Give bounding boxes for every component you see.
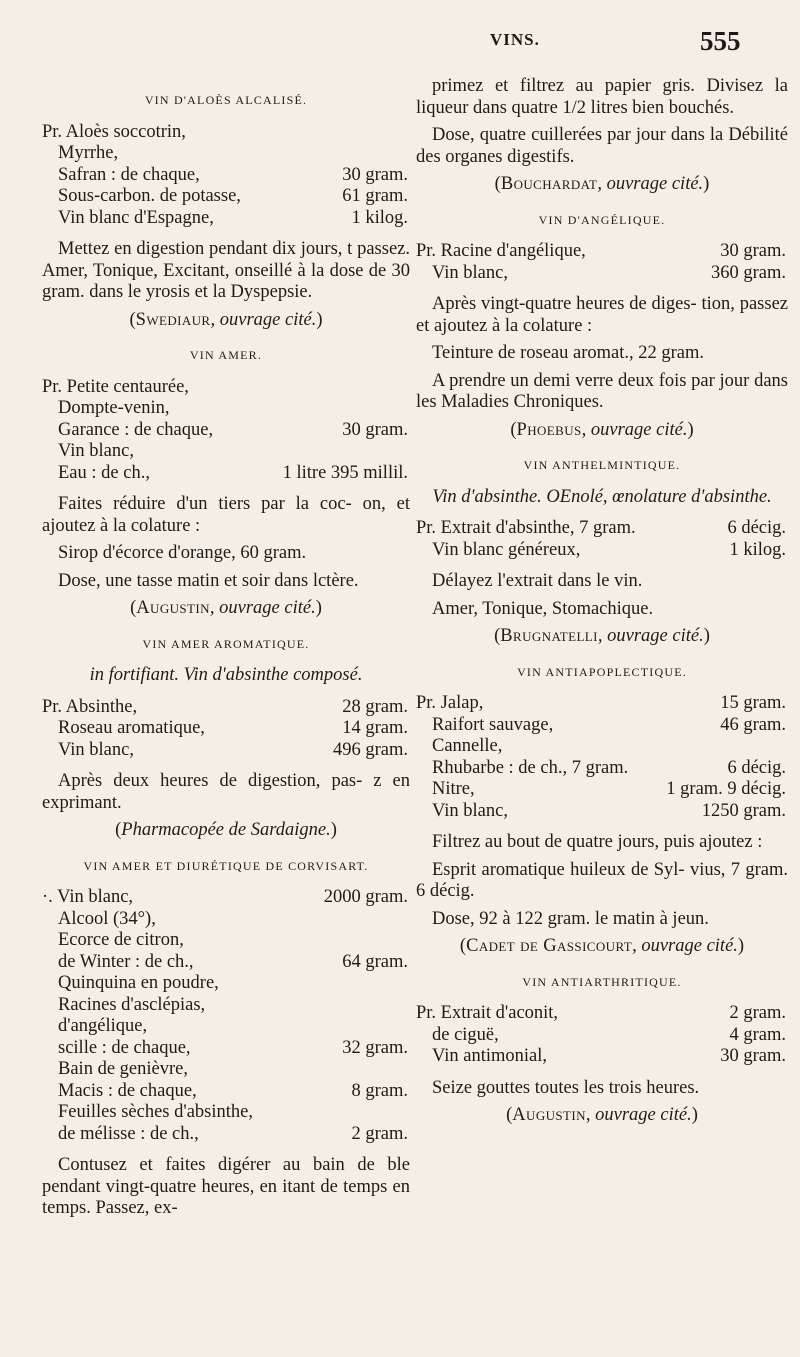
ingredient-quantity: 1 kilog. (351, 207, 408, 228)
recipe-list (42, 122, 410, 230)
source-reference: (Augustin, ouvrage cité.) (130, 598, 322, 618)
section (416, 662, 788, 958)
ingredient-quantity: 496 gram. (332, 739, 408, 760)
recipe-list (42, 697, 410, 762)
ingredient-name: Garance : de chaque, (58, 419, 214, 440)
ingredient-quantity: 15 gram. (720, 693, 786, 713)
ingredient-row (42, 887, 410, 909)
page-header (0, 26, 800, 66)
ingredient-quantity: 8 gram. (351, 1080, 408, 1101)
ingredient-row (416, 241, 788, 263)
ingredient-row (416, 715, 788, 737)
ingredient-name: de mélisse : de ch., (58, 1123, 199, 1144)
ingredient-row (42, 463, 410, 485)
ingredient-quantity (408, 995, 410, 1017)
ingredient-quantity: 30 gram. (720, 1046, 786, 1066)
ingredient-name: Eau : de ch., (58, 462, 150, 483)
ingredient-row (42, 697, 410, 719)
ingredient-quantity: 14 gram. (342, 718, 408, 738)
ingredient-name: Alcool (34°), (58, 908, 156, 929)
reference-author: Augustin (512, 1105, 586, 1125)
section (416, 210, 788, 442)
ingredient-quantity (408, 122, 410, 144)
reference-work: , ouvrage cité. (597, 626, 704, 646)
ingredient-name: Vin antimonial, (432, 1046, 548, 1066)
ingredient-name: Dompte-venin, (58, 398, 170, 418)
ingredient-name: Ecorce de citron, (58, 930, 184, 950)
ingredient-row (42, 420, 410, 442)
ingredient-row (42, 718, 410, 740)
ingredient-name: Vin blanc, (58, 441, 134, 461)
ingredient-name: Nitre, (432, 779, 475, 799)
reference-work: , ouvrage cité. (581, 419, 688, 440)
paragraph: Teinture de roseau aromat., 22 gram. (432, 343, 704, 363)
source-reference: (Phoebus, ouvrage cité.) (510, 419, 694, 440)
ingredient-name: Vin blanc, (432, 800, 508, 821)
ingredient-quantity: 1250 gram. (701, 800, 786, 821)
ingredient-name: Pr. Aloès soccotrin, (42, 121, 186, 142)
ingredient-row (42, 930, 410, 952)
reference-work: , ouvrage cité. (585, 1105, 692, 1125)
paragraph: Délayez l'extrait dans le vin. (432, 571, 643, 591)
ingredient-quantity: 61 gram. (342, 186, 408, 206)
ingredient-name: Pr. Jalap, (416, 693, 484, 713)
source-reference: (Augustin, ouvrage cité.) (506, 1105, 698, 1125)
section-subtitle: in fortifiant. Vin d'absinthe composé. (89, 665, 363, 685)
ingredient-row (42, 186, 410, 208)
ingredient-name: scille : de chaque, (58, 1037, 191, 1058)
ingredient-quantity: 46 gram. (720, 714, 786, 735)
left-column (42, 76, 410, 1228)
recipe-list (416, 518, 788, 561)
section (416, 76, 788, 196)
ingredient-quantity: 6 décig. (727, 757, 786, 778)
ingredient-row (416, 1003, 788, 1025)
running-title: VINS. (490, 30, 540, 49)
paragraph: Après deux heures de digestion, pas- z en exprimant. (42, 771, 410, 813)
ingredient-quantity (408, 930, 410, 952)
ingredient-row (416, 801, 788, 823)
ingredient-quantity: 32 gram. (342, 1037, 408, 1058)
recipe-list (42, 377, 410, 485)
ingredient-quantity: 30 gram. (720, 241, 786, 261)
ingredient-name: Bain de genièvre, (58, 1059, 188, 1079)
reference-author: Cadet de Gassicourt (466, 936, 633, 956)
source-reference: (Bouchardat, ouvrage cité.) (494, 174, 710, 194)
ingredient-quantity: 1 kilog. (729, 539, 786, 560)
recipe-list (416, 241, 788, 284)
ingredient-quantity: 1 litre 395 millil. (282, 462, 408, 483)
ingredient-name: Pr. Absinthe, (42, 696, 138, 717)
section-subtitle: Vin d'absinthe. OEnolé, œnolature d'absinthe. (432, 486, 772, 507)
ingredient-quantity (408, 1016, 410, 1038)
section-heading: VIN D'ALOÈS ALCALISÉ. (144, 93, 308, 107)
ingredient-row (42, 995, 410, 1017)
ingredient-row (42, 398, 410, 420)
section-heading: VIN AMER ET DIURÉTIQUE DE CORVISART. (83, 858, 369, 873)
paragraph: Contusez et faites digérer au bain de ble pendant vingt-quatre heures, en itant de temps en temps. Passez, ex- (42, 1155, 410, 1218)
ingredient-row (416, 1025, 788, 1047)
section-heading: VIN AMER. (189, 348, 263, 362)
ingredient-name: Safran : de chaque, (58, 164, 200, 185)
ingredient-quantity: 28 gram. (342, 696, 408, 717)
section-heading: VIN ANTHELMINTIQUE. (523, 458, 681, 472)
paragraph: Faites réduire d'un tiers par la coc- on, et ajoutez à la colature : (42, 494, 410, 536)
ingredient-row (416, 758, 788, 780)
ingredient-name: Racines d'asclépias, (58, 994, 206, 1015)
ingredient-row (42, 952, 410, 974)
ingredient-quantity (408, 973, 410, 995)
paragraph: Amer, Tonique, Stomachique. (432, 598, 654, 619)
ingredient-quantity: 2000 gram. (323, 887, 408, 907)
ingredient-row (42, 165, 410, 187)
ingredient-quantity: 2 gram. (729, 1003, 786, 1023)
paragraph: Seize gouttes toutes les trois heures. (432, 1077, 700, 1098)
ingredient-name: ·. Vin blanc, (42, 887, 134, 907)
ingredient-name: Vin blanc généreux, (432, 539, 581, 560)
ingredient-name: Cannelle, (432, 736, 503, 756)
section-heading: VIN ANTIAPOPLECTIQUE. (517, 664, 687, 679)
ingredient-quantity: 6 décig. (727, 518, 786, 538)
reference-author: Augustin (136, 598, 210, 618)
source-reference: (Brugnatelli, ouvrage cité.) (494, 626, 710, 646)
ingredient-row (42, 1102, 410, 1124)
section-heading: VIN ANTIARTHRITIQUE. (522, 974, 682, 989)
ingredient-row (416, 518, 788, 540)
ingredient-row (416, 540, 788, 562)
section (416, 972, 788, 1127)
ingredient-name: Raifort sauvage, (432, 714, 554, 735)
ingredient-row (42, 1124, 410, 1146)
recipe-list (416, 693, 788, 822)
paragraph: Esprit aromatique huileux de Syl- vius, 7 gram. 6 décig. (416, 859, 788, 901)
ingredient-row (416, 779, 788, 801)
right-column (416, 76, 788, 1135)
reference-author: Brugnatelli (500, 626, 598, 646)
ingredient-name: de Winter : de ch., (58, 951, 194, 972)
ingredient-row (42, 1038, 410, 1060)
ingredient-row (42, 1059, 410, 1081)
reference-author: Phoebus (516, 419, 582, 440)
source-reference: (Pharmacopée de Sardaigne.) (115, 820, 337, 840)
reference-work: , ouvrage cité. (209, 598, 316, 618)
paragraph: Après vingt-quatre heures de diges- tion, passez et ajoutez à la colature : (416, 294, 788, 336)
ingredient-quantity (408, 909, 410, 931)
ingredient-quantity (408, 377, 410, 399)
ingredient-quantity (786, 736, 788, 758)
section (42, 634, 410, 842)
reference-work: Pharmacopée de Sardaigne. (121, 820, 331, 840)
ingredient-row (42, 740, 410, 762)
ingredient-name: Myrrhe, (58, 143, 119, 163)
ingredient-name: Roseau aromatique, (58, 718, 205, 738)
ingredient-name: Pr. Petite centaurée, (42, 376, 189, 397)
reference-work: , ouvrage cité. (210, 309, 317, 330)
section (42, 856, 410, 1220)
section (42, 90, 410, 331)
ingredient-row (42, 973, 410, 995)
paragraph: A prendre un demi verre deux fois par jour dans les Maladies Chroniques. (416, 370, 788, 412)
paragraph: Sirop d'écorce d'orange, 60 gram. (58, 543, 307, 563)
ingredient-quantity: 30 gram. (342, 164, 408, 185)
recipe-list (416, 1003, 788, 1068)
ingredient-name: Vin blanc, (432, 262, 508, 283)
recipe-list (42, 887, 410, 1145)
ingredient-name: Quinquina en poudre, (58, 973, 219, 993)
source-reference: (Cadet de Gassicourt, ouvrage cité.) (459, 936, 745, 956)
ingredient-row (42, 122, 410, 144)
page-number: 555 (700, 26, 741, 56)
ingredient-name: Pr. Extrait d'absinthe, 7 gram. (416, 518, 636, 538)
paragraph: Mettez en digestion pendant dix jours, t passez. Amer, Tonique, Excitant, onseillé à la dose de 30 gram. dans le yrosis et la Dyspepsie. (42, 239, 410, 302)
ingredient-row (42, 1081, 410, 1103)
ingredient-name: Feuilles sèches d'absinthe, (58, 1102, 253, 1122)
ingredient-name: Rhubarbe : de ch., 7 gram. (432, 757, 629, 778)
paragraph: Dose, 92 à 122 gram. le matin à jeun. (432, 908, 709, 929)
ingredient-quantity: 4 gram. (729, 1024, 786, 1045)
ingredient-quantity: 2 gram. (351, 1123, 408, 1144)
ingredient-name: Pr. Racine d'angélique, (416, 241, 586, 261)
source-reference: (Swediaur, ouvrage cité.) (129, 309, 323, 330)
reference-work: , ouvrage cité. (597, 174, 704, 194)
section-heading: VIN AMER AROMATIQUE. (142, 636, 310, 651)
ingredient-row (42, 441, 410, 463)
section (42, 345, 410, 620)
ingredient-quantity: 1 gram. 9 décig. (666, 779, 786, 799)
paragraph: Filtrez au bout de quatre jours, puis ajoutez : (432, 832, 763, 852)
ingredient-row (42, 377, 410, 399)
ingredient-quantity (408, 441, 410, 463)
ingredient-row (416, 1046, 788, 1068)
ingredient-name: de ciguë, (432, 1024, 499, 1045)
ingredient-name: d'angélique, (58, 1016, 148, 1036)
ingredient-quantity: 64 gram. (342, 951, 408, 972)
ingredient-name: Macis : de chaque, (58, 1080, 197, 1101)
ingredient-quantity: 30 gram. (342, 419, 408, 440)
reference-work: , ouvrage cité. (632, 936, 738, 956)
ingredient-quantity (408, 398, 410, 420)
ingredient-quantity (408, 1059, 410, 1081)
reference-author: Swediaur (135, 309, 211, 330)
section-heading: VIN D'ANGÉLIQUE. (538, 212, 666, 227)
ingredient-name: Vin blanc d'Espagne, (58, 207, 214, 228)
ingredient-name: Pr. Extrait d'aconit, (416, 1003, 559, 1023)
ingredient-row (42, 1016, 410, 1038)
ingredient-quantity (408, 1102, 410, 1124)
ingredient-quantity (408, 143, 410, 165)
ingredient-name: Vin blanc, (58, 739, 134, 760)
ingredient-row (416, 263, 788, 285)
ingredient-row (42, 208, 410, 230)
section (416, 455, 788, 648)
paragraph: Dose, une tasse matin et soir dans lctère. (58, 570, 359, 591)
paragraph: Dose, quatre cuillerées par jour dans la Débilité des organes digestifs. (416, 125, 788, 167)
ingredient-row (42, 909, 410, 931)
ingredient-row (416, 736, 788, 758)
paragraph: primez et filtrez au papier gris. Divisez la liqueur dans quatre 1/2 litres bien bouchés. (416, 76, 788, 118)
ingredient-name: Sous-carbon. de potasse, (58, 186, 241, 206)
reference-author: Bouchardat (500, 174, 598, 194)
ingredient-quantity: 360 gram. (710, 262, 786, 283)
ingredient-row (42, 143, 410, 165)
ingredient-row (416, 693, 788, 715)
